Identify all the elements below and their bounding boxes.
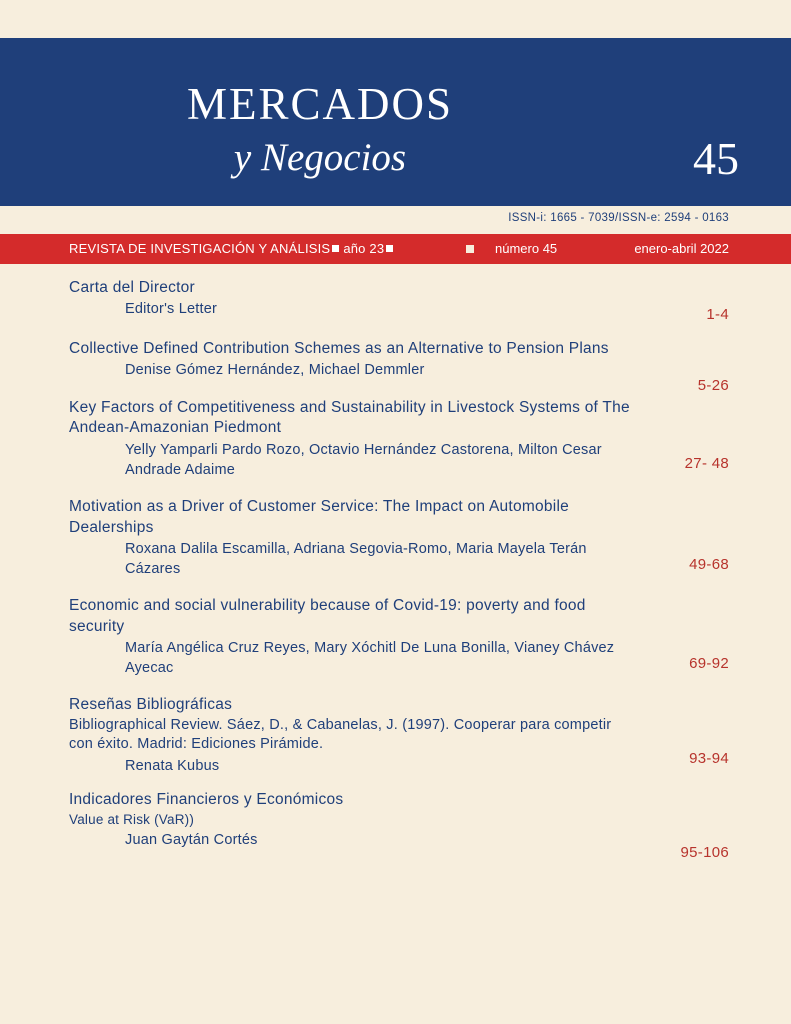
band-year: año 23 xyxy=(343,241,385,256)
issue-number: 45 xyxy=(693,133,739,184)
toc-entry-pages: 5-26 xyxy=(697,377,729,395)
toc-entry-authors: Denise Gómez Hernández, Michael Demmler xyxy=(125,362,425,379)
square-bullet-icon xyxy=(332,245,339,252)
masthead-banner xyxy=(0,38,791,206)
toc-entry-pages: 95-106 xyxy=(680,844,729,862)
toc-entry-authors: Roxana Dalila Escamilla, Adriana Segovia-Romo, Maria Mayela Terán Cázares xyxy=(125,540,587,577)
journal-subtitle: y Negocios xyxy=(233,136,407,179)
journal-title: MERCADOS xyxy=(186,79,454,129)
toc-entry[interactable] xyxy=(0,339,791,395)
toc-entry[interactable] xyxy=(0,790,791,862)
toc-entry-pages: 49-68 xyxy=(689,556,729,574)
toc-entry-pages: 1-4 xyxy=(706,306,729,323)
toc-entry[interactable] xyxy=(0,398,791,480)
toc-entry-subtitle: Bibliographical Review. Sáez, D., & Cabanelas, J. (1997). Cooperar para competir con éxito. Madrid: Ediciones Pirámide. xyxy=(69,716,612,753)
toc-entry-title: Reseñas Bibliográficas xyxy=(69,696,233,714)
band-issue: número 45 xyxy=(495,241,558,256)
red-info-band xyxy=(0,234,791,264)
toc-entry-pages: 93-94 xyxy=(689,750,729,768)
toc-entry-subtitle: Value at Risk (VaR)) xyxy=(69,811,195,827)
table-of-contents xyxy=(0,278,791,864)
issn-line: ISSN-i: 1665 - 7039/ISSN-e: 2594 - 0163 xyxy=(508,212,729,224)
toc-entry-title: Carta del Director xyxy=(69,279,195,296)
square-bullet-icon-3 xyxy=(466,245,474,253)
square-bullet-icon-2 xyxy=(386,245,393,252)
toc-entry-authors: María Angélica Cruz Reyes, Mary Xóchitl De Luna Bonilla, Vianey Chávez Ayecac xyxy=(125,640,615,676)
toc-entry[interactable] xyxy=(0,497,791,579)
band-dates: enero-abril 2022 xyxy=(634,241,729,256)
toc-entry[interactable] xyxy=(0,695,791,776)
toc-entry-authors: Yelly Yamparli Pardo Rozo, Octavio Hernández Castorena, Milton Cesar Andrade Adaime xyxy=(125,441,602,478)
toc-entry-pages: 27- 48 xyxy=(684,455,729,473)
toc-entry-title: Collective Defined Contribution Schemes as an Alternative to Pension Plans xyxy=(69,340,609,358)
band-journal-type: REVISTA DE INVESTIGACIÓN Y ANÁLISIS xyxy=(69,241,331,256)
toc-entry-title: Economic and social vulnerability because of Covid-19: poverty and food security xyxy=(69,597,586,635)
toc-entry-title: Key Factors of Competitiveness and Sustainability in Livestock Systems of The Andean-Amazonian Piedmont xyxy=(69,399,630,437)
toc-entry-authors: Juan Gaytán Cortés xyxy=(125,831,258,848)
toc-entry[interactable] xyxy=(0,596,791,678)
toc-entry-pages: 69-92 xyxy=(689,655,729,673)
toc-entry[interactable] xyxy=(0,278,791,323)
toc-entry-title: Indicadores Financieros y Económicos xyxy=(69,791,344,809)
toc-entry-title: Motivation as a Driver of Customer Service: The Impact on Automobile Dealerships xyxy=(69,498,570,536)
toc-entry-subtitle: Editor's Letter xyxy=(125,301,218,318)
toc-entry-authors: Renata Kubus xyxy=(125,757,220,774)
band-left-group xyxy=(69,241,397,256)
